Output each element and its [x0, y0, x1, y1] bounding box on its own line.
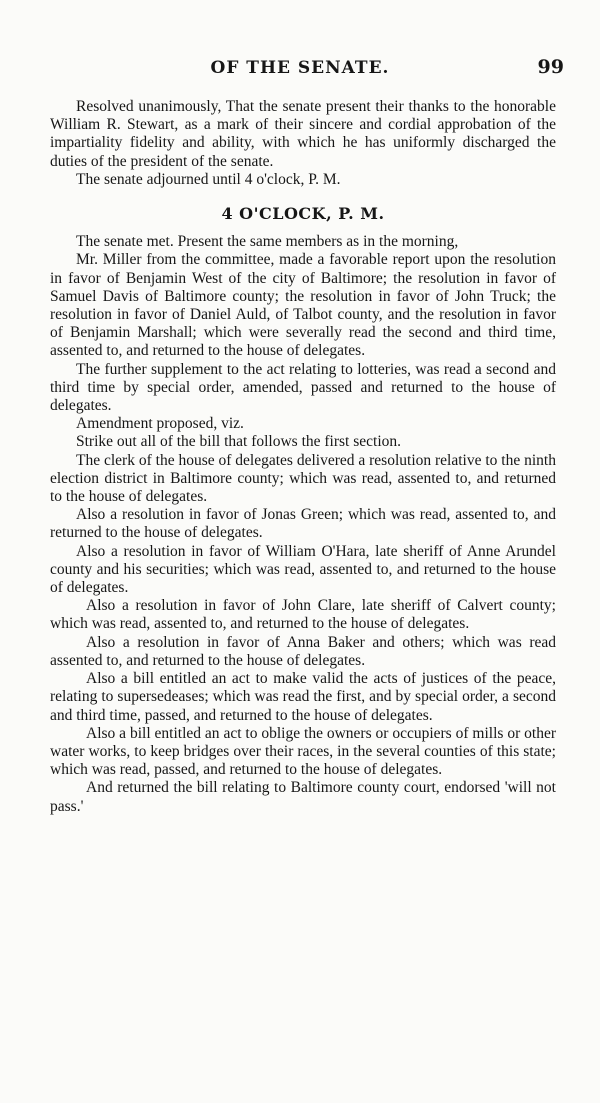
body-paragraph: Also a resolution in favor of John Clare, late sheriff of Calvert county; which was read, assented to, and returned to the house of delegates.: [50, 597, 556, 633]
resolution-paragraph: Resolved unanimously, That the senate present their thanks to the honorable William R. Stewart, as a mark of their sincere and cordial approbation of the impartiality fidelity and ability, with which he has uniformly discharged the duties of the president of the senate.: [50, 98, 556, 170]
page-header: [0, 58, 600, 88]
body-paragraph: Strike out all of the bill that follows the first section.: [76, 433, 402, 451]
body-paragraph: The further supplement to the act relating to lotteries, was read a second and third time by special order, amended, passed and returned to the house of delegates.: [50, 360, 556, 415]
body-paragraph: Also a resolution in favor of Jonas Green; which was read, assented to, and returned to the house of delegates.: [50, 506, 556, 542]
running-head: OF THE SENATE.: [210, 58, 390, 78]
body-paragraph: Also a bill entitled an act to make valid the acts of justices of the peace, relating to supersedeases; which was read the first, and by special order, a second and third time, passed, and returned to the house of delegates.: [50, 670, 556, 724]
body-paragraph: Amendment proposed, viz.: [76, 415, 244, 433]
body-paragraph: Also a resolution in favor of Anna Baker and others; which was read assented to, and returned to the house of delegates.: [50, 633, 556, 669]
page-body: [50, 98, 556, 816]
section-heading: 4 O'CLOCK, P. M.: [221, 204, 385, 224]
page-number: 99: [537, 56, 564, 78]
body-paragraph: And returned the bill relating to Baltimore county court, endorsed 'will not pass.': [50, 779, 556, 815]
body-paragraph: The senate met. Present the same members as in the morning,: [76, 233, 459, 251]
adjournment-paragraph: The senate adjourned until 4 o'clock, P. M.: [76, 170, 341, 188]
body-paragraph: Mr. Miller from the committee, made a favorable report upon the resolution in favor of Benjamin West of the city of Baltimore; the resolution in favor of Samuel Davis of Baltimore county; the resolution in favor of John Truck; the resolution in favor of Daniel Auld, of Talbot county, and the resolution in favor of Benjamin Marshall; which were severally read the second and third time, assented to, and returned to the house of delegates.: [50, 251, 556, 360]
body-paragraph: The clerk of the house of delegates delivered a resolution relative to the ninth election district in Baltimore county; which was read, assented to, and returned to the house of delegates.: [50, 451, 556, 506]
body-paragraph: Also a resolution in favor of William O'Hara, late sheriff of Anne Arundel county and his securities; which was read, assented to, and returned to the house of delegates.: [50, 542, 556, 597]
body-paragraph: Also a bill entitled an act to oblige the owners or occupiers of mills or other water works, to keep bridges over their races, in the several counties of this state; which was read, passed, and returned to the house of delegates.: [50, 724, 556, 779]
